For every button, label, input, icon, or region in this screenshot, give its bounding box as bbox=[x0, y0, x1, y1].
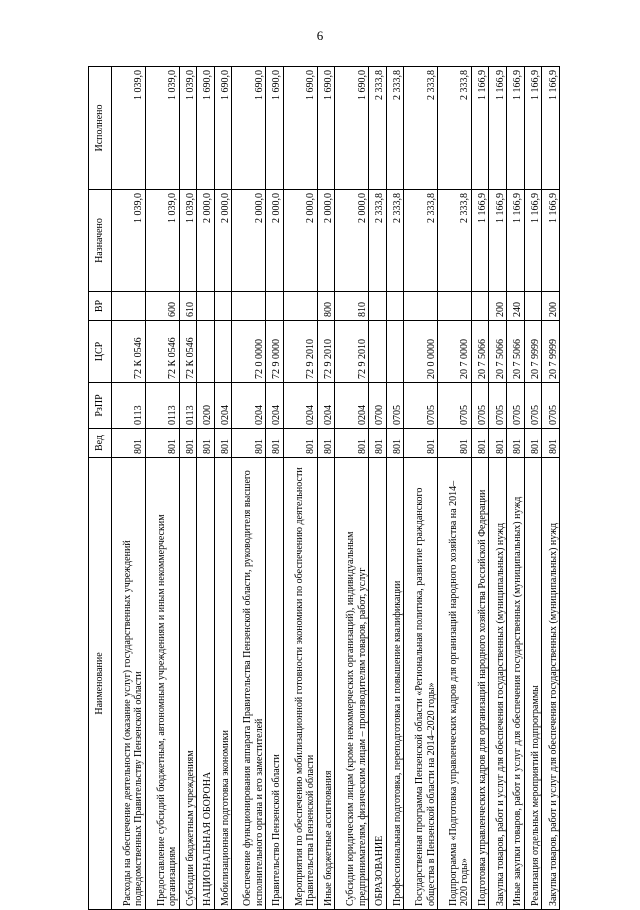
cell-name: Субсидии бюджетным учреждениям bbox=[179, 458, 197, 910]
cell-executed: 1 166,9 bbox=[524, 67, 542, 190]
cell-csr: 20 7 9999 bbox=[524, 321, 542, 383]
table-row bbox=[283, 67, 317, 910]
cell-executed: 2 333,8 bbox=[404, 67, 438, 190]
cell-name: Правительство Пензенской области bbox=[266, 458, 284, 910]
table-row bbox=[317, 67, 335, 910]
table-row bbox=[471, 67, 489, 910]
table-row bbox=[335, 67, 369, 910]
cell-rzpr: 0200 bbox=[197, 383, 215, 429]
cell-csr: 72 К 0546 bbox=[112, 321, 146, 383]
cell-rzpr: 0700 bbox=[369, 383, 387, 429]
cell-executed: 2 333,8 bbox=[369, 67, 387, 190]
cell-name: Подготовка управленческих кадров для организаций народного хозяйства Российской Федерации bbox=[471, 458, 489, 910]
cell-executed: 1 690,0 bbox=[335, 67, 369, 190]
cell-name: Предоставление субсидий бюджетным, автономным учреждениям и иным некоммерческим организациям bbox=[145, 458, 179, 910]
cell-csr bbox=[386, 321, 404, 383]
cell-csr: 72 К 0546 bbox=[145, 321, 179, 383]
cell-ved: 801 bbox=[489, 429, 507, 458]
cell-csr bbox=[197, 321, 215, 383]
cell-name: Иные закупки товаров, работ и услуг для обеспечения государственных (муниципальных) нужд bbox=[507, 458, 525, 910]
cell-ved: 801 bbox=[232, 429, 266, 458]
cell-name: Закупка товаров, работ и услуг для обеспечения государственных (муниципальных) нужд bbox=[489, 458, 507, 910]
cell-ved: 801 bbox=[197, 429, 215, 458]
cell-ved: 801 bbox=[507, 429, 525, 458]
header-executed: Исполнено bbox=[89, 67, 112, 190]
cell-vr: 600 bbox=[145, 292, 179, 321]
table-row bbox=[542, 67, 560, 910]
cell-csr: 72 9 0000 bbox=[266, 321, 284, 383]
cell-name: Подпрограмма «Подготовка управленческих кадров для организаций народного хозяйства на 2014–2020 годы» bbox=[438, 458, 472, 910]
cell-rzpr: 0204 bbox=[266, 383, 284, 429]
cell-vr bbox=[283, 292, 317, 321]
cell-ved: 801 bbox=[283, 429, 317, 458]
cell-executed: 1 039,0 bbox=[179, 67, 197, 190]
cell-executed: 1 039,0 bbox=[112, 67, 146, 190]
cell-csr: 72 9 2010 bbox=[317, 321, 335, 383]
cell-vr bbox=[471, 292, 489, 321]
cell-vr bbox=[112, 292, 146, 321]
cell-csr bbox=[369, 321, 387, 383]
cell-assigned: 2 000,0 bbox=[317, 190, 335, 292]
cell-ved: 801 bbox=[335, 429, 369, 458]
cell-csr: 72 0 0000 bbox=[232, 321, 266, 383]
cell-ved: 801 bbox=[266, 429, 284, 458]
cell-name: Мобилизационная подготовка экономики bbox=[214, 458, 232, 910]
cell-executed: 2 333,8 bbox=[386, 67, 404, 190]
cell-name: ОБРАЗОВАНИЕ bbox=[369, 458, 387, 910]
cell-name: Субсидии юридическим лицам (кроме некоммерческих организаций), индивидуальным предпринимателям, физическим лицам – производителям товаров, работ, услуг bbox=[335, 458, 369, 910]
cell-vr bbox=[524, 292, 542, 321]
cell-rzpr: 0204 bbox=[335, 383, 369, 429]
cell-executed: 1 166,9 bbox=[471, 67, 489, 190]
cell-assigned: 1 039,0 bbox=[179, 190, 197, 292]
header-rzpr: РзПР bbox=[89, 383, 112, 429]
header-csr: ЦСР bbox=[89, 321, 112, 383]
cell-assigned: 1 166,9 bbox=[524, 190, 542, 292]
cell-rzpr: 0705 bbox=[542, 383, 560, 429]
cell-assigned: 2 333,8 bbox=[404, 190, 438, 292]
cell-assigned: 1 166,9 bbox=[489, 190, 507, 292]
cell-assigned: 2 333,8 bbox=[386, 190, 404, 292]
cell-csr: 72 9 2010 bbox=[335, 321, 369, 383]
table-row bbox=[404, 67, 438, 910]
cell-executed: 1 690,0 bbox=[197, 67, 215, 190]
cell-ved: 801 bbox=[542, 429, 560, 458]
table-row bbox=[524, 67, 542, 910]
cell-vr: 200 bbox=[542, 292, 560, 321]
cell-assigned: 2 000,0 bbox=[232, 190, 266, 292]
cell-vr: 240 bbox=[507, 292, 525, 321]
table-row bbox=[179, 67, 197, 910]
cell-executed: 1 690,0 bbox=[214, 67, 232, 190]
table-row bbox=[145, 67, 179, 910]
table-row bbox=[386, 67, 404, 910]
cell-executed: 1 690,0 bbox=[317, 67, 335, 190]
table-row bbox=[232, 67, 266, 910]
cell-ved: 801 bbox=[145, 429, 179, 458]
cell-rzpr: 0204 bbox=[283, 383, 317, 429]
cell-name: НАЦИОНАЛЬНАЯ ОБОРОНА bbox=[197, 458, 215, 910]
cell-ved: 801 bbox=[317, 429, 335, 458]
header-assigned: Назначено bbox=[89, 190, 112, 292]
cell-ved: 801 bbox=[438, 429, 472, 458]
cell-executed: 1 690,0 bbox=[266, 67, 284, 190]
cell-csr: 20 7 0000 bbox=[438, 321, 472, 383]
cell-name: Иные бюджетные ассигнования bbox=[317, 458, 335, 910]
cell-rzpr: 0705 bbox=[438, 383, 472, 429]
cell-ved: 801 bbox=[214, 429, 232, 458]
cell-assigned: 1 039,0 bbox=[145, 190, 179, 292]
cell-executed: 1 166,9 bbox=[507, 67, 525, 190]
cell-rzpr: 0204 bbox=[317, 383, 335, 429]
cell-ved: 801 bbox=[386, 429, 404, 458]
cell-name: Закупка товаров, работ и услуг для обеспечения государственных (муниципальных) нужд bbox=[542, 458, 560, 910]
cell-ved: 801 bbox=[471, 429, 489, 458]
cell-ved: 801 bbox=[369, 429, 387, 458]
cell-name: Государственная программа Пензенской области «Региональная политика, развитие гражданского общества в Пензенской области на 2014–2020 годы» bbox=[404, 458, 438, 910]
cell-csr: 20 7 5066 bbox=[507, 321, 525, 383]
cell-vr bbox=[369, 292, 387, 321]
cell-csr: 72 К 0546 bbox=[179, 321, 197, 383]
cell-name: Профессиональная подготовка, переподготовка и повышение квалификации bbox=[386, 458, 404, 910]
cell-name: Мероприятия по обеспечению мобилизационной готовности экономики по обеспечению деятельности Правительства Пензенской области bbox=[283, 458, 317, 910]
cell-csr: 72 9 2010 bbox=[283, 321, 317, 383]
cell-ved: 801 bbox=[179, 429, 197, 458]
rotated-table-container bbox=[88, 67, 560, 910]
table-row bbox=[266, 67, 284, 910]
cell-vr: 800 bbox=[317, 292, 335, 321]
cell-rzpr: 0113 bbox=[179, 383, 197, 429]
cell-csr bbox=[214, 321, 232, 383]
cell-vr bbox=[214, 292, 232, 321]
cell-name: Обеспечение функционирования аппарата Правительства Пензенской области, руководителя высшего исполнительного органа и его заместителей bbox=[232, 458, 266, 910]
cell-ved: 801 bbox=[404, 429, 438, 458]
cell-csr: 20 7 9999 bbox=[542, 321, 560, 383]
cell-vr bbox=[197, 292, 215, 321]
cell-rzpr: 0204 bbox=[232, 383, 266, 429]
cell-executed: 1 166,9 bbox=[489, 67, 507, 190]
cell-assigned: 1 166,9 bbox=[507, 190, 525, 292]
cell-ved: 801 bbox=[524, 429, 542, 458]
cell-name: Расходы на обеспечение деятельности (оказание услуг) государственных учреждений подведомственных Правительству Пензенской области bbox=[112, 458, 146, 910]
cell-rzpr: 0113 bbox=[112, 383, 146, 429]
budget-table bbox=[88, 66, 560, 910]
cell-rzpr: 0204 bbox=[214, 383, 232, 429]
cell-assigned: 1 039,0 bbox=[112, 190, 146, 292]
cell-vr: 810 bbox=[335, 292, 369, 321]
table-row bbox=[438, 67, 472, 910]
cell-assigned: 2 333,8 bbox=[369, 190, 387, 292]
cell-csr: 20 7 5066 bbox=[489, 321, 507, 383]
cell-executed: 2 333,8 bbox=[438, 67, 472, 190]
cell-vr bbox=[232, 292, 266, 321]
cell-ved: 801 bbox=[112, 429, 146, 458]
header-ved: Вед bbox=[89, 429, 112, 458]
table-row bbox=[507, 67, 525, 910]
page-number: 6 bbox=[316, 28, 324, 43]
cell-executed: 1 039,0 bbox=[145, 67, 179, 190]
header-name: Наименование bbox=[89, 458, 112, 910]
cell-rzpr: 0705 bbox=[386, 383, 404, 429]
table-row bbox=[112, 67, 146, 910]
cell-rzpr: 0705 bbox=[524, 383, 542, 429]
table-row bbox=[197, 67, 215, 910]
cell-assigned: 2 333,8 bbox=[438, 190, 472, 292]
cell-assigned: 2 000,0 bbox=[197, 190, 215, 292]
cell-executed: 1 690,0 bbox=[232, 67, 266, 190]
cell-executed: 1 690,0 bbox=[283, 67, 317, 190]
cell-assigned: 2 000,0 bbox=[335, 190, 369, 292]
cell-rzpr: 0705 bbox=[404, 383, 438, 429]
header-vr: ВР bbox=[89, 292, 112, 321]
cell-vr bbox=[386, 292, 404, 321]
cell-csr: 20 7 5066 bbox=[471, 321, 489, 383]
cell-assigned: 1 166,9 bbox=[542, 190, 560, 292]
cell-executed: 1 166,9 bbox=[542, 67, 560, 190]
cell-rzpr: 0705 bbox=[507, 383, 525, 429]
cell-vr bbox=[266, 292, 284, 321]
table-row bbox=[489, 67, 507, 910]
table-row bbox=[214, 67, 232, 910]
cell-vr: 200 bbox=[489, 292, 507, 321]
cell-name: Реализация отдельных мероприятий подпрограммы bbox=[524, 458, 542, 910]
cell-vr: 610 bbox=[179, 292, 197, 321]
cell-assigned: 1 166,9 bbox=[471, 190, 489, 292]
cell-assigned: 2 000,0 bbox=[266, 190, 284, 292]
table-header-row bbox=[89, 67, 112, 910]
table-row bbox=[369, 67, 387, 910]
cell-csr: 20 0 0000 bbox=[404, 321, 438, 383]
cell-assigned: 2 000,0 bbox=[283, 190, 317, 292]
cell-vr bbox=[404, 292, 438, 321]
cell-rzpr: 0113 bbox=[145, 383, 179, 429]
cell-vr bbox=[438, 292, 472, 321]
cell-rzpr: 0705 bbox=[489, 383, 507, 429]
cell-assigned: 2 000,0 bbox=[214, 190, 232, 292]
cell-rzpr: 0705 bbox=[471, 383, 489, 429]
